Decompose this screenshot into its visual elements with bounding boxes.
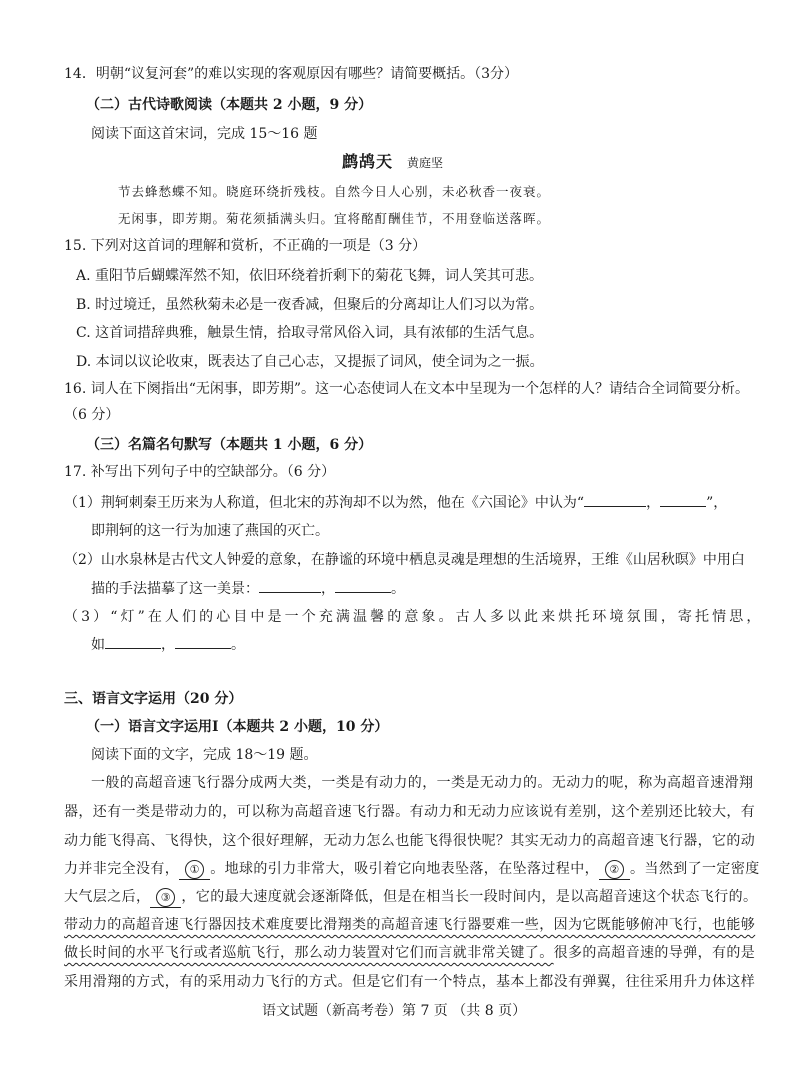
poem-line-2: 无闲事，即芳期。菊花须插满头归。宜将酩酊酬佳节，不用登临送落晖。 (118, 211, 551, 226)
poem-header (342, 152, 443, 173)
passage-line-7: 做长时间的水平飞行或者巡航飞行，那么动力装置对它们而言就非常关键了。很多的高超音速的导弹，有的是 (64, 945, 756, 961)
answer-blank[interactable] (175, 634, 231, 649)
passage-line-3: 动力能飞得高、飞得快，这个很好理解，无动力怎么也能飞得很快呢？其实无动力的高超音速飞行器，它的动 (64, 833, 756, 849)
section-recitation-heading: （三）名篇名句默写（本题共 1 小题，6 分） (86, 437, 373, 453)
option-a: A. 重阳节后蝴蝶浑然不知，依旧环绕着折剩下的菊花飞舞，词人笑其可悲。 (76, 268, 544, 284)
question-14: 14．明朝“议复河套”的难以实现的客观原因有哪些？请简要概括。（3分） (64, 66, 519, 82)
poem-author: 黄庭坚 (407, 156, 444, 170)
q17-item-1-line-2: 即荆轲的这一行为加速了燕国的灭亡。 (91, 523, 329, 539)
option-b: B. 时过境迁，虽然秋菊未必是一夜香减，但聚后的分离却让人们习以为常。 (76, 297, 544, 313)
q17-item-3-line-2: 如 ， 。 (91, 634, 245, 655)
passage-line-4: 力并非完全没有， ① 。地球的引力非常大，吸引着它向地表坠落，在坠落过程中， ② 。当然到了一定密度 (64, 859, 760, 880)
reading-intro: 阅读下面的文字，完成 18～19 题。 (91, 747, 318, 763)
q17-item-1-text: （1）荆轲刺秦王历来为人称道，但北宋的苏洵却不以为然，他在《六国论》中认为“ (64, 495, 585, 511)
blank-2-number: ② (605, 860, 624, 879)
question-16-line-1: 16. 词人在下阕指出“无闲事，即芳期”。这一心态使词人在文本中呈现为一个怎样的人？请结合全词简要分析。 (64, 381, 750, 397)
blank-2[interactable] (599, 859, 630, 880)
blank-1-number: ① (185, 860, 204, 879)
option-c: C. 这首词措辞典雅，触景生情，拾取寻常风俗入词，具有浓郁的生活气息。 (76, 325, 544, 341)
answer-blank[interactable] (660, 492, 706, 507)
q17-item-2-line-1: （2）山水泉林是古代文人钟爱的意象，在静谧的环境中栖息灵魂是理想的生活境界，王维《山居秋暝》中用白 (64, 552, 745, 568)
wavy-underlined-sentence: 带动力的高超音速飞行器因技术难度要比滑翔类的高超音速飞行器要难一些，因为它既能够俯冲飞行，也能够 (64, 917, 756, 933)
answer-blank[interactable] (335, 578, 391, 593)
answer-blank[interactable] (584, 492, 646, 507)
blank-1[interactable] (179, 859, 210, 880)
q17-item-2-line-2: 描的手法描摹了这一美景： ， 。 (91, 578, 405, 599)
wavy-underlined-sentence: 做长时间的水平飞行或者巡航飞行，那么动力装置对它们而言就非常关键了。 (64, 945, 554, 961)
q17-item-1-line-1: （1）荆轲刺秦王历来为人称道，但北宋的苏洵却不以为然，他在《六国论》中认为“ ， ”， (64, 492, 727, 513)
passage-line-1: 一般的高超音速飞行器分成两大类，一类是有动力的，一类是无动力的。无动力的呢，称为高超音速滑翔 (91, 775, 754, 791)
question-15-stem: 15. 下列对这首词的理解和赏析，不正确的一项是（3 分） (64, 238, 427, 254)
answer-blank[interactable] (259, 578, 321, 593)
page-footer: 语文试题（新高考卷）第 7 页 （共 8 页） (262, 1003, 527, 1019)
passage-line-5: 大气层之后， ③ ，它的最大速度就会逐渐降低，但是在相当长一段时间内，是以高超音速这个状态飞行的。 (64, 887, 757, 908)
passage-line-2: 器，还有一类是带动力的，可以称为高超音速飞行器。有动力和无动力应该说有差别，这个差别还比较大，有 (64, 804, 756, 820)
poem-intro: 阅读下面这首宋词，完成 15～16 题 (91, 126, 318, 142)
passage-line-8: 采用滑翔的方式，有的采用动力飞行的方式。但是它们有一个特点，基本上都没有弹翼，往往采用升力体这样 (64, 974, 756, 990)
part-3-heading: 三、语言文字运用（20 分） (64, 691, 243, 707)
blank-3-number: ③ (156, 888, 175, 907)
passage-line-6 (64, 915, 755, 935)
poem-title: 鹧鸪天 (342, 152, 394, 171)
section-poetry-heading: （二）古代诗歌阅读（本题共 2 小题，9 分） (86, 97, 373, 113)
poem-line-1: 节去蜂愁蝶不知。晓庭环绕折残枝。自然今日人心别，未必秋香一夜衰。 (118, 184, 551, 199)
blank-3[interactable] (150, 887, 181, 908)
option-d: D. 本词以议论收束，既表达了自己心志，又提振了词风，使全词为之一振。 (76, 354, 544, 370)
subsection-1-heading: （一）语言文字运用Ⅰ（本题共 2 小题，10 分） (86, 719, 389, 735)
answer-blank[interactable] (105, 634, 161, 649)
q17-item-3-line-1: （3）“灯”在人们的心目中是一个充满温馨的意象。古人多以此来烘托环境氛围，寄托情思， (64, 609, 764, 625)
question-16-points: （6 分） (64, 407, 120, 423)
question-17-stem: 17. 补写出下列句子中的空缺部分。（6 分） (64, 464, 336, 480)
